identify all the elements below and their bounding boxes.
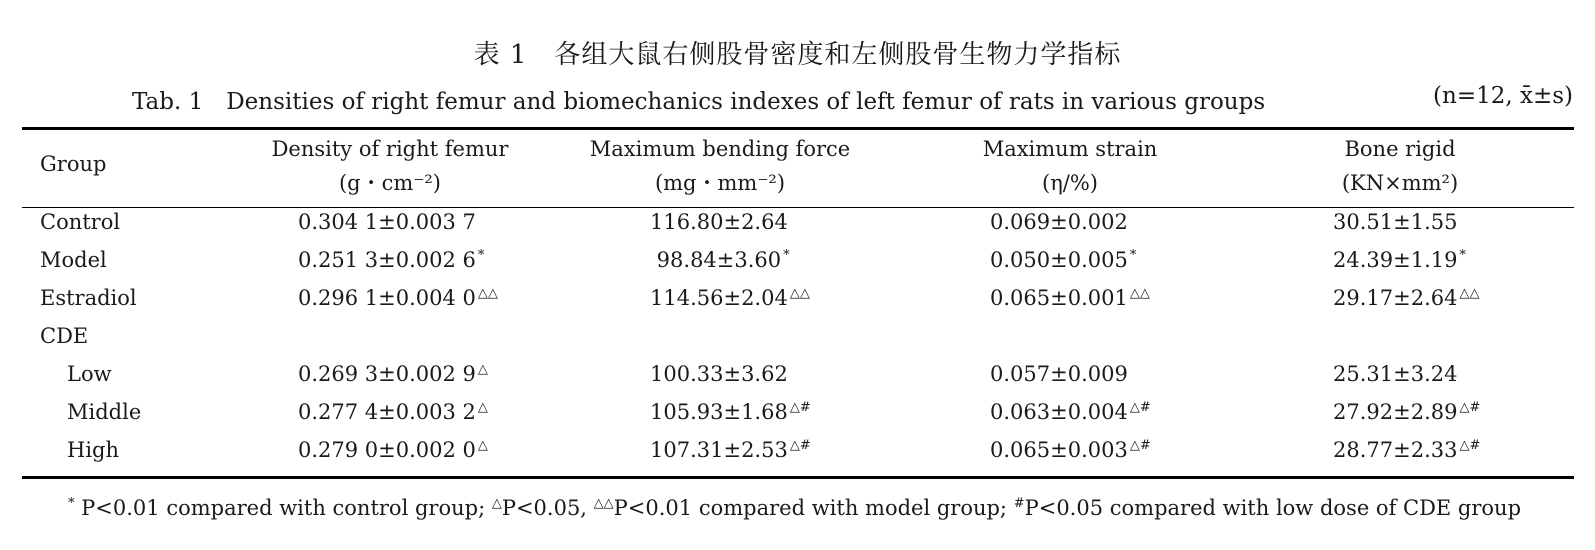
- footnote-text: P<0.01 compared with model group;: [613, 496, 1014, 520]
- cell-strain: [990, 203, 1128, 241]
- row-group-label: Model: [40, 248, 107, 272]
- table-row: [0, 355, 1595, 393]
- row-group-label: High: [67, 438, 119, 462]
- cell-value: 0.277 4±0.003 2: [298, 400, 476, 424]
- cell-bone-rigid: [1333, 393, 1480, 431]
- footnote-segment: [1014, 496, 1521, 520]
- cell-value: 0.063±0.004: [990, 400, 1128, 424]
- bottom-rule: [22, 476, 1574, 479]
- table-row: [0, 279, 1595, 317]
- cell-density: [298, 355, 488, 393]
- significance-marker: △△: [1459, 286, 1480, 301]
- header-bending-force-label: Maximum bending force: [589, 137, 851, 161]
- cell-value: 28.77±2.33: [1333, 438, 1458, 462]
- header-bone-rigid: [1260, 132, 1540, 200]
- significance-marker: △#: [1459, 400, 1481, 415]
- row-group-label: Estradiol: [40, 286, 137, 310]
- header-bending-force-unit: (mg・mm⁻²): [654, 171, 786, 195]
- cell-value: 24.39±1.19: [1333, 248, 1458, 272]
- significance-marker: △△: [477, 286, 498, 301]
- header-bone-rigid-unit: (KN×mm²): [1341, 171, 1459, 195]
- header-density: [250, 132, 530, 200]
- cell-value: 30.51±1.55: [1333, 210, 1458, 234]
- cell-strain: [990, 393, 1151, 431]
- significance-marker: △#: [1459, 438, 1481, 453]
- cell-value: 0.304 1±0.003 7: [298, 210, 476, 234]
- footnote-text: P<0.05,: [501, 496, 594, 520]
- footnote-text: P<0.01 compared with control group;: [74, 496, 492, 520]
- cell-value: 100.33±3.62: [650, 362, 788, 386]
- cell-value: 0.296 1±0.004 0: [298, 286, 476, 310]
- cell-bending-force: [650, 431, 811, 469]
- cell-bending-force: [650, 203, 788, 241]
- footnote-segment: [492, 496, 594, 520]
- top-rule: [22, 127, 1574, 130]
- cell-value: 0.065±0.001: [990, 286, 1128, 310]
- footnote-marker: #: [1013, 496, 1025, 511]
- cell-value: 0.050±0.005: [990, 248, 1128, 272]
- significance-marker: *: [477, 248, 485, 263]
- cell-value: 29.17±2.64: [1333, 286, 1458, 310]
- significance-marker: △#: [1129, 438, 1151, 453]
- cell-value: 114.56±2.04: [650, 286, 788, 310]
- header-density-unit: (g・cm⁻²): [338, 171, 441, 195]
- header-bone-rigid-label: Bone rigid: [1344, 137, 1456, 161]
- significance-marker: △: [477, 362, 488, 377]
- cell-value: 116.80±2.64: [650, 210, 788, 234]
- cell-bending-force: [650, 279, 810, 317]
- header-strain-label: Maximum strain: [982, 137, 1158, 161]
- footnote-segment: [594, 496, 1014, 520]
- table-row: [0, 317, 1595, 355]
- table-row: [0, 393, 1595, 431]
- cell-value: 25.31±3.24: [1333, 362, 1458, 386]
- header-strain: [930, 132, 1210, 200]
- cell-strain: [990, 241, 1136, 279]
- significance-marker: △△: [789, 286, 810, 301]
- header-bending-force: [580, 132, 860, 200]
- significance-marker: △#: [789, 438, 811, 453]
- cell-value: 105.93±1.68: [650, 400, 788, 424]
- cell-density: [298, 431, 488, 469]
- cell-value: 0.269 3±0.002 9: [298, 362, 476, 386]
- header-density-label: Density of right femur: [271, 137, 509, 161]
- header-strain-unit: (η/%): [1042, 171, 1098, 195]
- footnote-marker: △△: [593, 496, 614, 511]
- footnote-marker: *: [68, 496, 75, 511]
- cell-strain: [990, 431, 1151, 469]
- cell-bending-force: [650, 355, 788, 393]
- cell-density: [298, 241, 484, 279]
- table-row: [0, 431, 1595, 469]
- sample-size-statistic: (n=12, x̄±s): [1433, 83, 1573, 109]
- significance-marker: △△: [1129, 286, 1150, 301]
- table-row: [0, 203, 1595, 241]
- header-group: Group: [40, 152, 107, 176]
- cell-value: 0.057±0.009: [990, 362, 1128, 386]
- cell-strain: [990, 279, 1150, 317]
- cell-value: 0.279 0±0.002 0: [298, 438, 476, 462]
- row-group-label: CDE: [40, 324, 89, 348]
- cell-density: [298, 203, 476, 241]
- footnote-marker: △: [491, 496, 502, 511]
- cell-density: [298, 393, 488, 431]
- cell-bending-force: [650, 241, 790, 279]
- cell-bone-rigid: [1333, 241, 1466, 279]
- cell-density: [298, 279, 498, 317]
- cell-value: 27.92±2.89: [1333, 400, 1458, 424]
- footnote-segment: [68, 496, 492, 520]
- significance-marker: *: [1459, 248, 1466, 263]
- cell-strain: [990, 355, 1128, 393]
- significance-marker: △#: [789, 400, 811, 415]
- row-group-label: Low: [67, 362, 112, 386]
- table-footnote: [68, 488, 1573, 528]
- cell-value: 0.065±0.003: [990, 438, 1128, 462]
- cell-bone-rigid: [1333, 355, 1457, 393]
- significance-marker: △: [477, 400, 488, 415]
- cell-value: 98.84±3.60: [650, 248, 782, 272]
- table-row: [0, 241, 1595, 279]
- cell-value: 107.31±2.53: [650, 438, 788, 462]
- footnote-text: P<0.05 compared with low dose of CDE group: [1024, 496, 1522, 520]
- cell-value: 0.069±0.002: [990, 210, 1128, 234]
- cell-value: 0.251 3±0.002 6: [298, 248, 476, 272]
- significance-marker: *: [783, 248, 790, 263]
- row-group-label: Control: [40, 210, 121, 234]
- significance-marker: *: [1129, 248, 1137, 263]
- significance-marker: △: [477, 438, 488, 453]
- cell-bone-rigid: [1333, 431, 1480, 469]
- cell-bone-rigid: [1333, 203, 1457, 241]
- cell-bone-rigid: [1333, 279, 1479, 317]
- cell-bending-force: [650, 393, 811, 431]
- row-group-label: Middle: [67, 400, 142, 424]
- table-title-chinese: 表 1 各组大鼠右侧股骨密度和左侧股骨生物力学指标: [473, 40, 1122, 70]
- significance-marker: △#: [1129, 400, 1151, 415]
- table-title-english: Tab. 1 Densities of right femur and biomechanics indexes of left femur of rats in various groups: [132, 89, 1266, 115]
